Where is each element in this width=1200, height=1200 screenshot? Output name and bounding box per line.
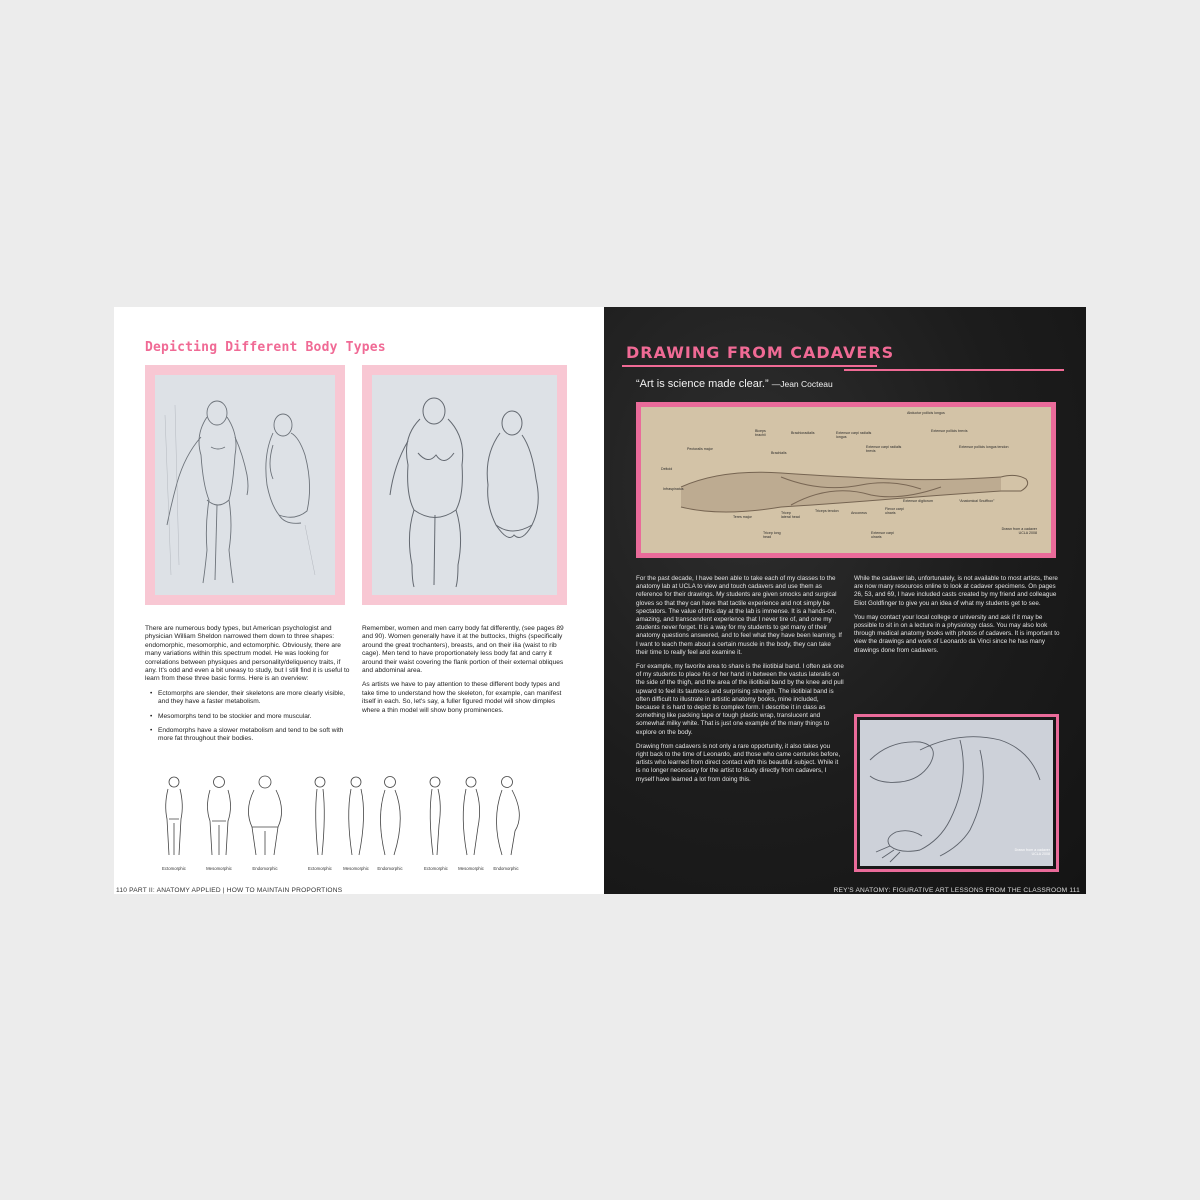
arm-drawing-illustration bbox=[641, 407, 1051, 553]
list-item: • Mesomorphs tend to be stockier and more muscular. bbox=[152, 713, 353, 721]
diagram-label: Biceps brachii bbox=[755, 429, 766, 438]
paragraph: While the cadaver lab, unfortunately, is not available to most artists, there are now many resources online to look at cadaver specimens. On pages 26, 53, and 69, I have included casts created by my friend and colleague Eliot Goldfinger to give you an idea of what my students get to see. bbox=[854, 575, 1058, 607]
diagram-label: Pectoralis major bbox=[687, 447, 713, 451]
sketch-credit: Drawn from a cadaver UCLA 2008 bbox=[1014, 848, 1050, 857]
diagram-label: Brachioradialis bbox=[791, 431, 815, 435]
chapter-heading bbox=[626, 343, 1066, 362]
diagram-label: Flexor carpi ulnaris bbox=[885, 507, 904, 516]
list-item: • Ectomorphs are slender, their skeletons are more clearly visible, and they have a faster metabolism. bbox=[152, 690, 353, 707]
diagram-label: Extensor carpi radialis longus bbox=[836, 431, 872, 440]
figure-label: Endomorphic bbox=[377, 866, 403, 871]
diagram-label: Triceps tendon bbox=[815, 509, 839, 513]
figure-label: Mesomorphic bbox=[343, 866, 369, 871]
quote-author: —Jean Cocteau bbox=[771, 379, 833, 389]
figure-drawing-illustration bbox=[155, 375, 335, 595]
paragraph: As artists we have to pay attention to these different body types and take time to understand how the skeleton, for example, can manifest itself in each. So, let's say, a fuller figured model will show dimples where a thin model will show bony prominences. bbox=[362, 681, 562, 714]
body-text-column-1 bbox=[636, 575, 844, 790]
figure-label: Endomorphic bbox=[252, 866, 278, 871]
page-folio-left: 110 PART II: ANATOMY APPLIED | HOW TO MAINTAIN PROPORTIONS bbox=[116, 887, 343, 894]
figure-label: Endomorphic bbox=[493, 866, 519, 871]
figure-sketch-image bbox=[372, 375, 557, 595]
diagram-label: Deltoid bbox=[661, 467, 673, 471]
diagram-label: Tricep long head bbox=[763, 531, 781, 540]
title-underline bbox=[622, 365, 877, 367]
diagram-label: Anconeus bbox=[851, 511, 867, 515]
chapter-title: DRAWING FROM CADAVERS bbox=[626, 343, 895, 362]
cadaver-arm-sketch bbox=[854, 714, 1059, 872]
diagram-label: Brachialis bbox=[771, 451, 787, 455]
figure-label: Ectomorphic bbox=[162, 866, 186, 871]
diagram-label: Infraspinatus bbox=[663, 487, 684, 491]
intro-paragraph: There are numerous body types, but American psychologist and physician William Sheldon narrowed them down to three shapes: endomorphic, mesomorphic, and ectomorphic. Obviously, there are many variations within this spectrum model. He was looking for correlations between physiques and personality/deliquency traits, if any. It's odd and even a bit uneasy to study, but I still find it is useful to learn from these three basic forms. Here is an overview: bbox=[145, 625, 350, 683]
body-text-column-2 bbox=[362, 625, 570, 721]
paragraph: For the past decade, I have been able to take each of my classes to the anatomy lab at UCLA to view and touch cadavers and use them as reference for their drawings. My students are given smocks and surgical gloves so that they can have that tactile experience and not simply be spectators. The value of this day at the lab is immense. It is a hands-on, amazing, and transcendent experience that I never tire of, and one my students never forget. It is a way for my students to get many of their anatomy questions answered, and to feel what they have been learning. If I want to teach them about a certain muscle in the body, they can take their time to really feel and examine it. bbox=[636, 575, 842, 656]
left-page bbox=[114, 307, 604, 894]
figure-label: Mesomorphic bbox=[206, 866, 232, 871]
arm-diagram-image bbox=[641, 407, 1051, 553]
figure-sketch-image bbox=[155, 375, 335, 595]
arm-muscle-diagram bbox=[636, 402, 1056, 558]
body-type-list bbox=[145, 690, 353, 744]
page-folio-right: REY'S ANATOMY: FIGURATIVE ART LESSONS FROM THE CLASSROOM 111 bbox=[833, 887, 1080, 894]
paragraph: You may contact your local college or university and ask if it may be possible to sit in on a lecture in a physiology class. You may also look through medical anatomy books with photos of cadavers. It is important to view the drawings and work of Leonardo da Vinci since he has many drawings done from cadavers. bbox=[854, 613, 1060, 654]
diagram-label: Tricep lateral head bbox=[781, 511, 800, 520]
silhouettes-illustration bbox=[152, 775, 552, 865]
arm-sketch-image bbox=[860, 720, 1053, 866]
figure-label: Mesomorphic bbox=[458, 866, 484, 871]
figure-label: Ectomorphic bbox=[308, 866, 332, 871]
title-underline-extension bbox=[844, 369, 1064, 371]
book-spread bbox=[114, 307, 1086, 894]
diagram-credit: Drawn from a cadaver UCLA 2008 bbox=[1001, 527, 1037, 536]
diagram-label: “Anatomical Snuffbox” bbox=[959, 499, 995, 503]
arm-sketch-illustration bbox=[860, 720, 1053, 866]
quote-text: “Art is science made clear.” bbox=[636, 378, 769, 390]
paragraph: Remember, women and men carry body fat differently, (see pages 89 and 90). Women generally have it at the buttocks, thighs (specifically around the great trochanters), breasts, and on their ilia (waist to rib cage). Men tend to have proportionately less body fat and carry it around their waist covering the flank portion of their external obliques and abdominal area. bbox=[362, 625, 564, 675]
diagram-label: Extensor carpi radialis brevis bbox=[866, 445, 902, 454]
paragraph: For example, my favorite area to share is the iliotibial band. I often ask one of my students to place his or her hand in between the vastus lateralis on the side of the thigh, and the area of the iliotibial band by the knee and pull upward to feel its tautness and surprising strength. The iliotibial band is often difficult to illustrate in artistic anatomy books, mine included, because it is hard to depict its complex form. I describe it in class as something like packing tape or tough plastic wrap, translucent and somewhat milky white. That is just one example of the many things to explore on the body. bbox=[636, 663, 844, 736]
list-item: • Endomorphs have a slower metabolism and tend to be soft with more fat throughout their bodies. bbox=[152, 727, 353, 744]
body-text-column-2 bbox=[854, 575, 1062, 661]
figure-drawing-illustration bbox=[372, 375, 557, 595]
body-type-silhouettes bbox=[152, 775, 552, 875]
diagram-label: Extensor pollicis longus tendon bbox=[959, 445, 1009, 449]
epigraph bbox=[636, 378, 833, 390]
diagram-label: Abductor pollicis longus bbox=[907, 411, 945, 415]
diagram-label: Teres major bbox=[733, 515, 752, 519]
sketch-photo-full-figures bbox=[362, 365, 567, 605]
diagram-label: Extensor digitorum bbox=[903, 499, 933, 503]
body-text-column-1 bbox=[145, 625, 353, 750]
section-title: Depicting Different Body Types bbox=[145, 340, 386, 355]
figure-label: Ectomorphic bbox=[424, 866, 448, 871]
diagram-label: Extensor carpi ulnaris bbox=[871, 531, 894, 540]
diagram-label: Extensor pollicis brevis bbox=[931, 429, 968, 433]
sketch-photo-thin-figures bbox=[145, 365, 345, 605]
right-page bbox=[604, 307, 1086, 894]
paragraph: Drawing from cadavers is not only a rare opportunity, it also takes you right back to the time of Leonardo, and those who came centuries before, artists who learned from direct contact with this beautiful subject. While it is no longer necessary for the artist to study directly from cadavers, I myself have learned a lot from doing this. bbox=[636, 742, 841, 783]
